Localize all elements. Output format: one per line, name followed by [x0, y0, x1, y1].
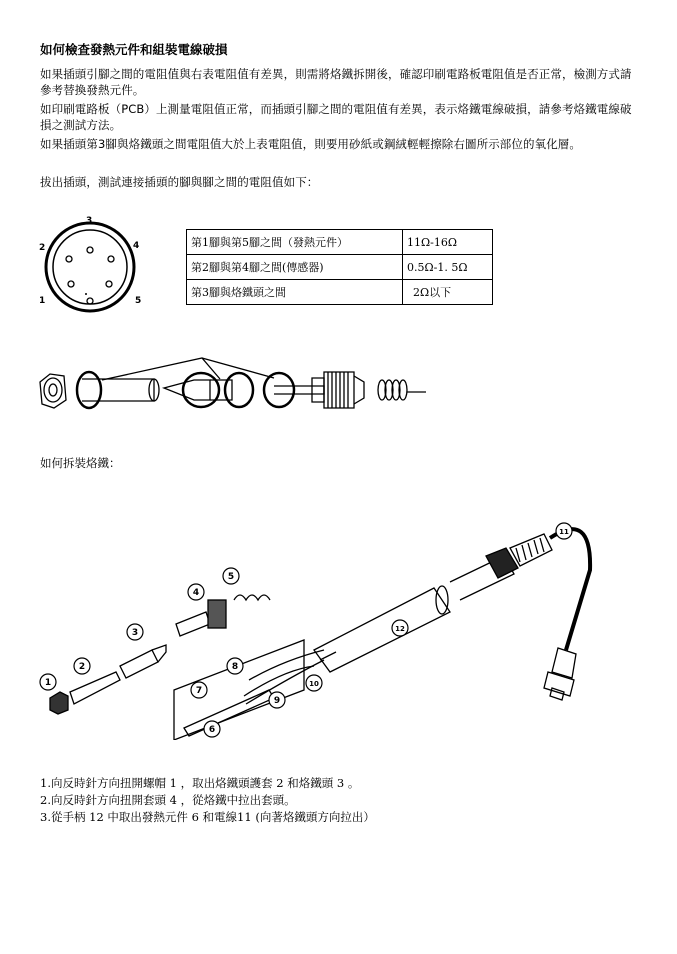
part-label-9: 9 [273, 696, 281, 706]
paragraph-4: 拔出插頭，測試連接插頭的腳與腳之間的電阻值如下： [40, 175, 319, 189]
disassembly-heading: 如何拆裝烙鐵： [40, 456, 121, 470]
connector-pin-diagram [34, 212, 154, 322]
table-cell-pins: 第1腳與第5腳之間（發熱元件） [187, 230, 403, 255]
part-label-4: 4 [192, 588, 200, 598]
part-label-6: 6 [208, 725, 216, 735]
table-cell-value: 2Ω以下 [403, 280, 493, 305]
tip-parts-diagram [34, 352, 434, 424]
paragraph-1: 如果插頭引腳之間的電阻值與右表電阻值有差異，則需將烙鐵拆開後，確認印刷電路板電阻值是否正常，檢測方式請參考替換發熱元件。 [40, 67, 632, 97]
part-label-8: 8 [231, 662, 239, 672]
table-cell-pins: 第2腳與第4腳之間(傳感器) [187, 255, 403, 280]
part-label-5: 5 [227, 572, 235, 582]
table-row [187, 255, 493, 280]
pin-label-1: 1 [39, 296, 46, 306]
part-label-1: 1 [44, 678, 52, 688]
table-row [187, 280, 493, 305]
pin-label-4: 4 [133, 241, 140, 251]
pin-label-3: 3 [86, 216, 93, 226]
part-label-3: 3 [131, 628, 139, 638]
pin-label-2: 2 [39, 243, 46, 253]
part-label-11: 11 [559, 528, 569, 536]
part-label-2: 2 [78, 662, 86, 672]
step-3: 3.從手柄 12 中取出發熱元件 6 和電線11 (向著烙鐵頭方向拉出） [40, 810, 375, 824]
part-label-12: 12 [395, 625, 405, 633]
soldering-iron-exploded-diagram [34, 500, 604, 740]
table-cell-pins: 第3腳與烙鐵頭之間 [187, 280, 403, 305]
step-1: 1.向反時針方向扭開螺帽 1 ，取出烙鐵頭護套 2 和烙鐵頭 3 。 [40, 776, 360, 790]
part-label-10: 10 [309, 680, 319, 688]
pin-label-5: 5 [135, 296, 142, 306]
part-label-7: 7 [195, 686, 203, 696]
table-row [187, 230, 493, 255]
paragraph-2: 如印刷電路板（PCB）上測量電阻值正常，而插頭引腳之間的電阻值有差異，表示烙鐵電線破損，請參考烙鐵電線破損之測試方法。 [40, 102, 632, 132]
table-cell-value: 0.5Ω-1. 5Ω [403, 255, 493, 280]
paragraph-3: 如果插頭第3腳與烙鐵頭之間電阻值大於上表電阻值，則要用砂紙或鋼絨輕輕擦除右圖所示部位的氧化層。 [40, 137, 582, 151]
table-cell-value: 11Ω-16Ω [403, 230, 493, 255]
step-2: 2.向反時針方向扭開套頭 4 ，從烙鐵中拉出套頭。 [40, 793, 296, 807]
page-title: 如何檢查發熱元件和組裝電線破損 [40, 42, 228, 57]
resistance-table [186, 229, 493, 305]
